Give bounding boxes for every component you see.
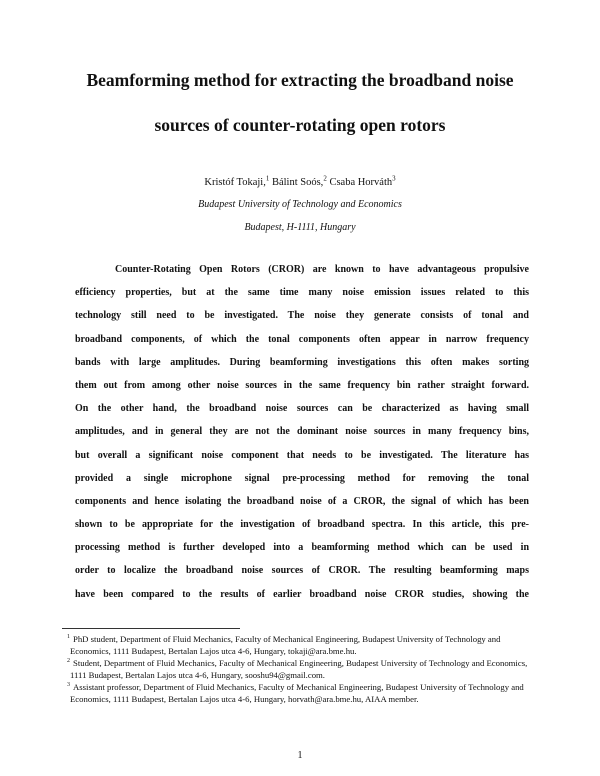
footnote-text: Assistant professor, Department of Fluid Mechanics, Faculty of Mechanical Engineering, Budapest University of Technology and Economics, 1111 Budapest, Bertalan Lajos utca 4-6, Hungary, horvath@ara.bme.hu, AIAA member. (70, 682, 524, 704)
footnote-mark: 2 (323, 174, 327, 183)
abstract-line: shown to be appropriate for the investigation of broadband spectra. In this article, this pre- (75, 519, 529, 531)
abstract-line: broadband components, of which the tonal components often appear in narrow frequency (75, 333, 529, 345)
footnote-text: Student, Department of Fluid Mechanics, Faculty of Mechanical Engineering, Budapest University of Technology and Economics, 1111 Budapest, Bertalan Lajos utca 4-6, Hungary, sooshu94@gmail.com. (70, 658, 528, 680)
abstract-line: order to localize the broadband noise sources of CROR. The resulting beamforming maps (75, 565, 529, 577)
abstract-line: bands with large amplitudes. During beamforming investigations this often makes sorting (75, 356, 529, 368)
footnote-mark: 1 (67, 634, 70, 641)
author-name: Csaba Horváth (326, 177, 393, 188)
abstract-line: components and hence isolating the broadband noise of a CROR, the signal of which has been (75, 495, 529, 507)
footnote-2 (67, 658, 532, 681)
paper-title-line-1: Beamforming method for extracting the broadband noise (86, 70, 514, 90)
footnotes (67, 634, 532, 707)
page-number: 1 (297, 750, 303, 761)
footnote-separator (62, 628, 240, 629)
footnote-mark: 1 (265, 174, 270, 183)
footnote-mark: 3 (67, 682, 70, 689)
footnote-3 (67, 682, 532, 705)
footnote-mark: 3 (392, 174, 396, 183)
footnote-1 (67, 634, 532, 657)
abstract-line: On the other hand, the broadband noise sources can be characterized as having small (75, 403, 529, 415)
abstract-line: amplitudes, and in general they are not the dominant noise sources in many frequency bins, (75, 426, 529, 438)
author-name: Bálint Soós, (269, 177, 324, 188)
abstract-line: but overall a significant noise component that needs to be investigated. The literature has (75, 449, 529, 461)
abstract-line: technology still need to be investigated. The noise they generate consists of tonal and (75, 310, 529, 322)
footnote-mark: 2 (67, 658, 70, 665)
footnote-text: PhD student, Department of Fluid Mechanics, Faculty of Mechanical Engineering, Budapest University of Technology and Economics, 1111 Budapest, Bertalan Lajos utca 4-6, Hungary, tokaji@ara.bme.hu. (70, 634, 501, 656)
abstract-paragraph (75, 263, 529, 611)
abstract-line: Counter-Rotating Open Rotors (CROR) are known to have advantageous propulsive (115, 264, 529, 275)
author-name: Kristóf Tokaji, (204, 177, 266, 188)
abstract-line: efficiency properties, but at the same time many noise emission issues related to this (75, 287, 529, 299)
abstract-line: them out from among other noise sources in the same frequency bin rather straight forward. (75, 379, 529, 391)
paper-title-line-2: sources of counter-rotating open rotors (154, 115, 446, 135)
affiliation-location: Budapest, H-1111, Hungary (244, 222, 356, 233)
abstract-line: provided a single microphone signal pre-processing method for removing the tonal (75, 472, 529, 484)
affiliation-institution: Budapest University of Technology and Economics (198, 199, 402, 210)
author-list (60, 176, 540, 190)
abstract-line: have been compared to the results of earlier broadband noise CROR studies, showing the (75, 588, 529, 600)
abstract-line: processing method is further developed into a beamforming method which can be used in (75, 542, 529, 554)
